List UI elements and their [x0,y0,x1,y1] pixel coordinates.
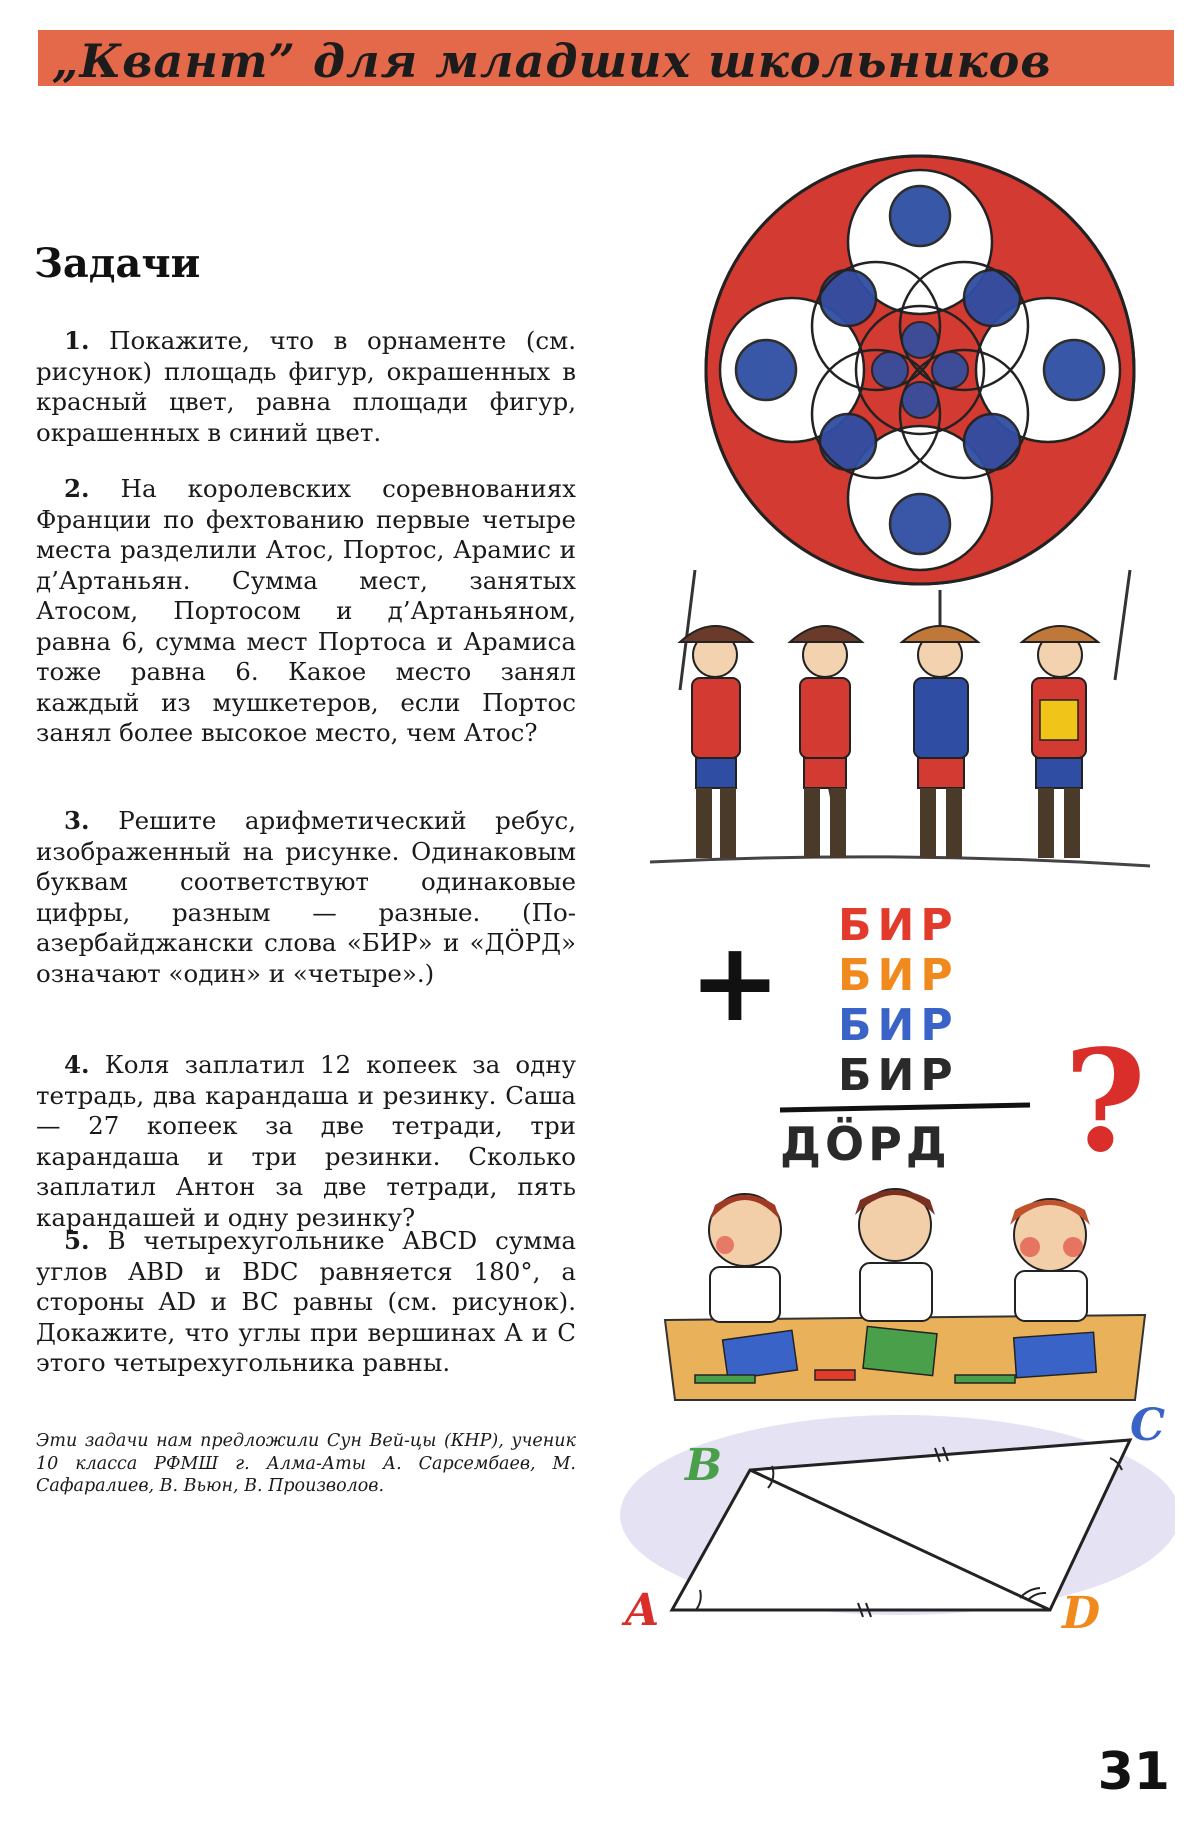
question-mark: ? [1063,1020,1147,1180]
problem-number: 1. [64,326,90,355]
problem-text: Покажите, что в орнаменте (см. рисунок) площадь фигур, окрашенных в красный цвет, равна площади фигур, окрашенных в синий цвет. [36,326,576,447]
problem-text: Решите арифметический ребус, изображенный на рисунке. Одинаковым буквам соответствуют одинаковые цифры, разным — разные. (По-азербайджански слова «БИР» и «ДÖРД» означают «один» и «четыре».) [36,806,577,988]
problem-4 [36,1050,576,1233]
problem-1 [36,326,576,448]
problem-text: Коля заплатил 12 копеек за одну тетрадь, два карандаша и резинку. Саша — 27 копеек за две тетради, три карандаша и три резинки. Сколько заплатил Антон за две тетради, пять карандашей и одну резинку? [36,1050,577,1232]
musketeer-3 [902,590,978,858]
plus-sign: + [688,918,782,1046]
three-students-illustration [655,1175,1155,1405]
rebus-sum: ДÖРД [780,1117,951,1171]
four-musketeers-illustration [640,550,1160,880]
vertex-label-c: C [1130,1400,1166,1451]
banner-title: „Квант” для младших школьников [52,34,1052,86]
page-number: 31 [1097,1742,1170,1802]
problem-number: 4. [64,1050,90,1079]
student-3 [1010,1199,1090,1321]
problem-text: На королевских соревнованиях Франции по фехтованию первые четыре места разделили Атос, Портос, Арамис и д’Артаньян. Сумма мест, занятых Атосом, Портосом и д’Артаньяном, равна 6, сумма мест Портоса и Арамиса тоже равна 6. Какое место занял каждый из мушкетеров, если Портос занял более высокое место, чем Атос? [36,474,576,747]
quadrilateral-illustration [600,1400,1175,1630]
rebus-illustration [680,890,1160,1180]
vertex-label-d: D [1062,1588,1101,1630]
musketeer-4 [1022,570,1130,858]
problem-2 [36,474,576,749]
page-title: Задачи [34,240,201,287]
vertex-label-b: B [685,1440,723,1491]
problem-text: В четырехугольнике ABCD сумма углов ABD и BDC равняется 180°, а стороны AD и BC равны (см. рисунок). Докажите, что углы при вершинах A и C этого четырехугольника равны. [36,1226,577,1377]
problem-5 [36,1226,576,1379]
vertex-label-a: A [625,1585,660,1630]
problem-number: 5. [64,1226,90,1255]
problem-number: 3. [64,806,90,835]
addend-4: БИР [838,1050,959,1101]
addend-2: БИР [838,950,959,1001]
student-1 [709,1194,781,1322]
musketeer-1 [680,570,752,858]
addend-3: БИР [838,1000,959,1051]
musketeer-2 [790,626,862,858]
circle-ornament-illustration [700,150,1140,590]
credit-note: Эти задачи нам предложили Сун Вей-цы (КНР), ученик 10 класса РФМШ г. Алма-Аты А. Сарсембаев, М. Сафаралиев, В. Вьюн, В. Произволов. [36,1431,576,1496]
problem-3 [36,806,576,989]
addend-1: БИР [838,900,959,951]
header-banner [38,30,1174,86]
student-2 [855,1189,935,1321]
problem-number: 2. [64,474,90,503]
